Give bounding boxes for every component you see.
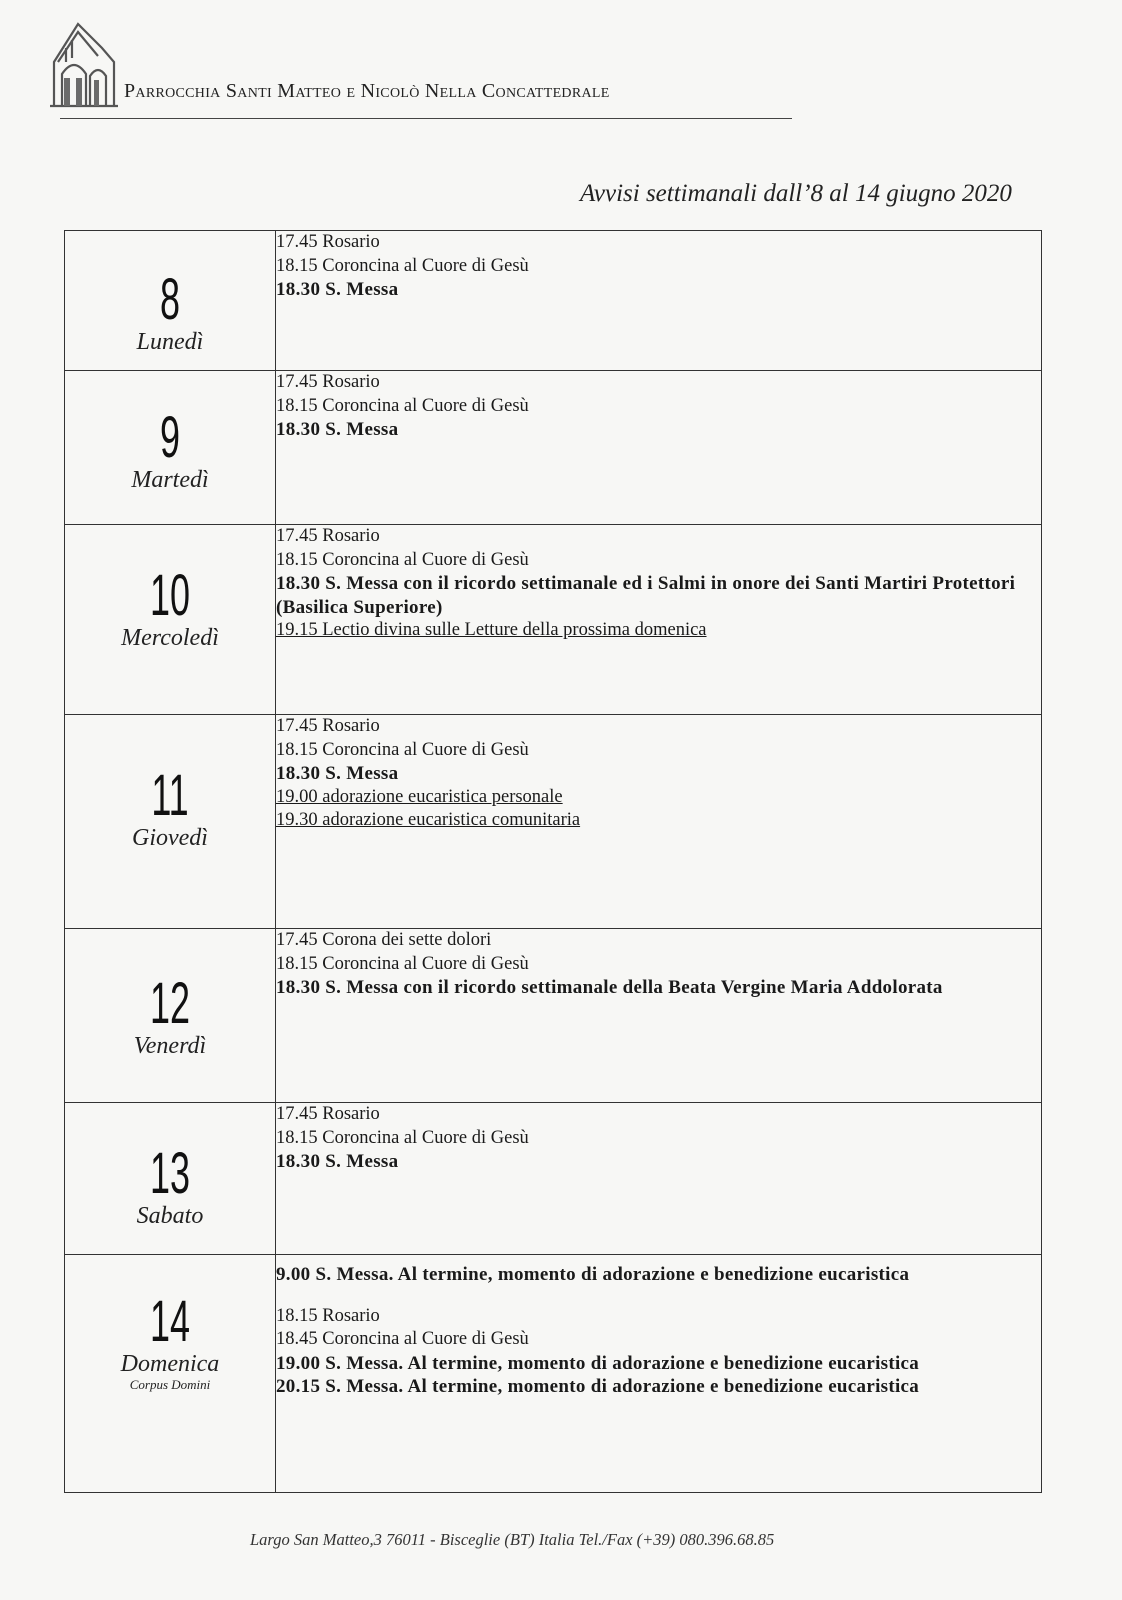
- event-line: 18.30 S. Messa con il ricordo settimanale della Beata Vergine Maria Addolorata: [276, 977, 943, 998]
- notice-title: Avvisi settimanali dall’8 al 14 giugno 2020: [580, 180, 1012, 207]
- schedule-row: [65, 1255, 1042, 1493]
- day-name: Venerdì: [133, 1033, 207, 1059]
- events-cell: [276, 1103, 1042, 1255]
- day-cell: [65, 371, 276, 525]
- event-line: 20.15 S. Messa. Al termine, momento di adorazione e benedizione eucaristica: [276, 1376, 920, 1397]
- weekly-schedule-table: [64, 230, 1042, 1493]
- event-line: 18.45 Coroncina al Cuore di Gesù: [276, 1329, 529, 1349]
- day-subtitle: Corpus Domini: [129, 1377, 211, 1392]
- day-name: Mercoledì: [121, 625, 219, 651]
- event-line: 18.30 S. Messa: [276, 763, 399, 784]
- day-number: 9: [159, 405, 180, 470]
- event-line: 18.15 Coroncina al Cuore di Gesù: [276, 739, 529, 760]
- event-line: 18.30 S. Messa: [276, 419, 399, 440]
- event-line: 19.30 adorazione eucaristica comunitaria: [276, 810, 581, 830]
- day-name: Giovedì: [132, 825, 208, 851]
- day-number: 8: [159, 267, 180, 332]
- event-line: 18.15 Coroncina al Cuore di Gesù: [276, 953, 529, 974]
- parish-name: Parrocchia Santi Matteo e Nicolò Nella Concattedrale: [124, 80, 610, 102]
- day-number: 12: [149, 971, 190, 1036]
- schedule-row: [65, 371, 1042, 525]
- schedule-row: [65, 715, 1042, 929]
- event-line: 17.45 Rosario: [276, 526, 380, 546]
- schedule-row: [65, 525, 1042, 715]
- events-cell: [276, 929, 1042, 1103]
- events-cell: [276, 525, 1042, 715]
- footer-address: Largo San Matteo,3 76011 - Bisceglie (BT) Italia Tel./Fax (+39) 080.396.68.85: [250, 1530, 775, 1549]
- header-divider: [60, 118, 792, 119]
- event-line: 19.00 adorazione eucaristica personale: [276, 786, 563, 807]
- day-number: 11: [151, 763, 189, 828]
- day-cell: [65, 1255, 276, 1493]
- events-cell: [276, 371, 1042, 525]
- event-line: 18.30 S. Messa con il ricordo settimanale ed i Salmi in onore dei Santi Martiri Protettori (Basilica Superiore): [276, 573, 1016, 618]
- event-line: 17.45 Rosario: [276, 1104, 380, 1124]
- day-number: 14: [149, 1289, 190, 1354]
- event-line: 18.15 Coroncina al Cuore di Gesù: [276, 1127, 529, 1148]
- events-cell: [276, 231, 1042, 371]
- event-line: 18.15 Coroncina al Cuore di Gesù: [276, 255, 529, 276]
- day-name: Martedì: [131, 467, 209, 493]
- day-name: Sabato: [136, 1203, 204, 1229]
- schedule-row: [65, 929, 1042, 1103]
- day-name: Lunedì: [136, 329, 204, 355]
- event-line: 18.30 S. Messa: [276, 1151, 399, 1172]
- day-cell: [65, 929, 276, 1103]
- day-cell: [65, 1103, 276, 1255]
- church-logo-icon: [48, 18, 120, 110]
- day-name: Domenica: [120, 1351, 220, 1377]
- events-cell: [276, 1255, 1042, 1493]
- event-line: 18.15 Rosario: [276, 1305, 380, 1326]
- event-line: 19.00 S. Messa. Al termine, momento di adorazione e benedizione eucaristica: [276, 1352, 920, 1374]
- event-line: 19.15 Lectio divina sulle Letture della prossima domenica: [276, 620, 707, 640]
- event-line: 18.30 S. Messa: [276, 279, 399, 300]
- event-line: 9.00 S. Messa. Al termine, momento di adorazione e benedizione eucaristica: [276, 1264, 910, 1285]
- day-cell: [65, 525, 276, 715]
- schedule-row: [65, 231, 1042, 371]
- event-line: 17.45 Rosario: [276, 372, 380, 392]
- event-line: 17.45 Rosario: [276, 716, 380, 736]
- day-number: 10: [149, 563, 190, 628]
- event-line: 18.15 Coroncina al Cuore di Gesù: [276, 395, 529, 416]
- day-cell: [65, 231, 276, 371]
- event-line: 18.15 Coroncina al Cuore di Gesù: [276, 549, 529, 570]
- event-line: 17.45 Rosario: [276, 232, 380, 252]
- spacer: [276, 1287, 1041, 1305]
- day-cell: [65, 715, 276, 929]
- schedule-row: [65, 1103, 1042, 1255]
- events-cell: [276, 715, 1042, 929]
- event-line: 17.45 Corona dei sette dolori: [276, 930, 492, 950]
- day-number: 13: [149, 1141, 190, 1206]
